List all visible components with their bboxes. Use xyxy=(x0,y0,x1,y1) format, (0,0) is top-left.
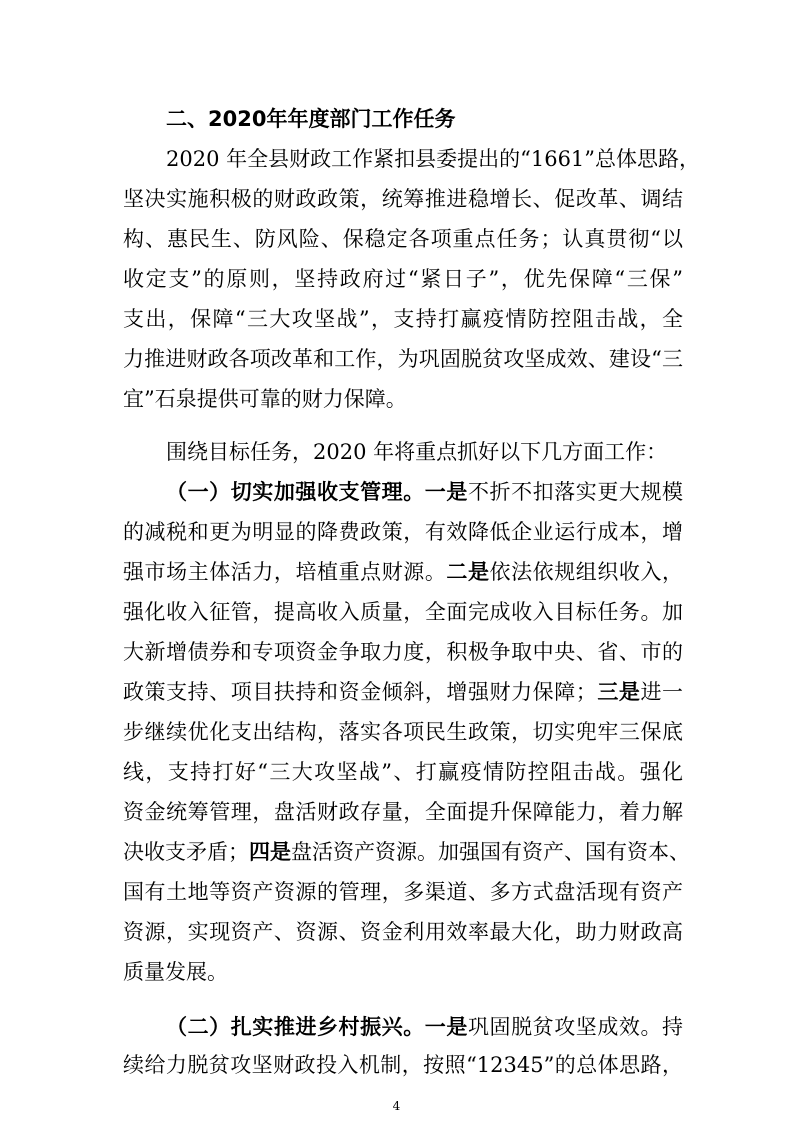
paragraph-line: 构、惠民生、防风险、保稳定各项重点任务；认真贯彻“以 xyxy=(123,227,683,251)
paragraph-text: 盘活资产资源。加强国有资产、国有资本、 xyxy=(291,840,690,864)
subsection-title: （一）切实加强收支管理。 xyxy=(166,479,425,504)
paragraph-text: 进一 xyxy=(640,680,684,704)
paragraph-line: 线，支持打好“三大攻坚战”、打赢疫情防控阻击战。强化 xyxy=(123,760,683,784)
section-heading: 二、2020年年度部门工作任务 xyxy=(166,107,456,131)
paragraph-line: 力推进财政各项改革和工作，为巩固脱贫攻坚成效、建设“三 xyxy=(123,347,683,371)
paragraph-line xyxy=(166,473,683,511)
paragraph-text: 不折不扣落实更大规模 xyxy=(467,480,684,504)
paragraph-line: 宜”石泉提供可靠的财力保障。 xyxy=(123,387,407,411)
page-number: 4 xyxy=(392,1099,401,1113)
paragraph-text: 政策支持、项目扶持和资金倾斜，增强财力保障； xyxy=(123,680,597,704)
enumeration-lead: 二是 xyxy=(446,559,490,584)
paragraph-line: 强化收入征管，提高收入质量，全面完成收入目标任务。加 xyxy=(123,600,683,624)
paragraph-line xyxy=(123,673,683,711)
paragraph-line: 2020 年全县财政工作紧扣县委提出的“1661”总体思路， xyxy=(166,147,701,171)
enumeration-lead: 一是 xyxy=(424,1014,468,1039)
paragraph-line: 步继续优化支出结构，落实各项民生政策，切实兜牢三保底 xyxy=(123,720,683,744)
paragraph-text: 巩固脱贫攻坚成效。持 xyxy=(467,1015,684,1039)
paragraph-line xyxy=(123,833,690,871)
paragraph-line: 收定支”的原则，坚持政府过“紧日子”，优先保障“三保” xyxy=(123,267,683,291)
paragraph-line: 大新增债券和专项资金争取力度，积极争取中央、省、市的 xyxy=(123,640,683,664)
enumeration-lead: 四是 xyxy=(249,839,291,864)
paragraph-line: 的减税和更为明显的降费政策，有效降低企业运行成本，增 xyxy=(123,520,683,544)
paragraph-text: 决收支矛盾； xyxy=(123,840,249,864)
paragraph-line: 围绕目标任务，2020 年将重点抓好以下几方面工作： xyxy=(166,440,668,464)
paragraph-line: 坚决实施积极的财政政策，统筹推进稳增长、促改革、调结 xyxy=(123,187,683,211)
paragraph-line: 支出，保障“三大攻坚战”，支持打赢疫情防控阻击战，全 xyxy=(123,307,683,331)
paragraph-line: 资金统筹管理，盘活财政存量，全面提升保障能力，着力解 xyxy=(123,800,683,824)
enumeration-lead: 一是 xyxy=(424,479,468,504)
enumeration-lead: 三是 xyxy=(596,679,641,704)
paragraph-text: 强市场主体活力，培植重点财源。 xyxy=(123,560,447,584)
paragraph-line: 资源，实现资产、资源、资金利用效率最大化，助力财政高 xyxy=(123,920,683,944)
paragraph-line: 续给力脱贫攻坚财政投入机制，按照“12345”的总体思路， xyxy=(123,1053,683,1077)
paragraph-text: 依法依规组织收入， xyxy=(489,560,684,584)
paragraph-line: 质量发展。 xyxy=(123,960,228,984)
paragraph-line: 国有土地等资产资源的管理，多渠道、多方式盘活现有资产 xyxy=(123,880,683,904)
paragraph-line xyxy=(166,1008,683,1046)
subsection-title: （二）扎实推进乡村振兴。 xyxy=(166,1014,425,1039)
paragraph-line xyxy=(123,553,683,591)
